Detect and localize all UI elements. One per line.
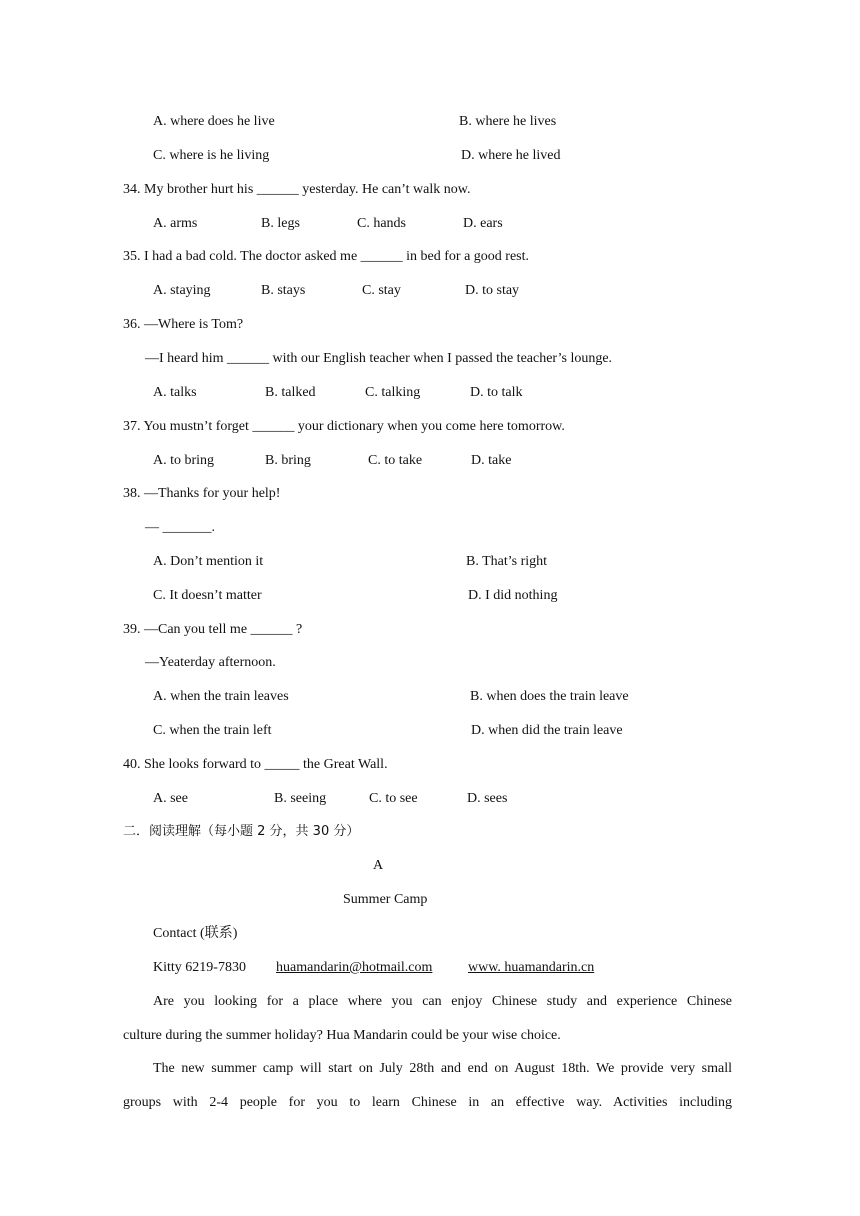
q33-option-c: C. where is he living — [153, 148, 270, 163]
contact-name-phone: Kitty 6219-7830 — [153, 960, 246, 975]
q39-option-d: D. when did the train leave — [471, 723, 623, 738]
q39-option-c: C. when the train left — [153, 723, 272, 738]
passage-label: A — [373, 858, 384, 873]
q37-option-d: D. take — [471, 453, 512, 468]
q39-stem: 39. —Can you tell me ______ ? — [123, 622, 303, 637]
q40-stem: 40. She looks forward to _____ the Great Wall. — [123, 757, 388, 772]
q37-option-c: C. to take — [368, 453, 423, 468]
q33-option-a: A. where does he live — [153, 114, 275, 129]
contact-label: Contact (联系) — [153, 926, 238, 941]
q35-option-a: A. staying — [153, 283, 211, 298]
q37-option-b: B. bring — [265, 453, 311, 468]
q39-option-b: B. when does the train leave — [470, 689, 629, 704]
paragraph-1-line-1: Are you looking for a place where you can enjoy Chinese study and experience Chinese — [153, 994, 732, 1009]
q38-reply: — _______. — [145, 520, 215, 535]
q40-option-a: A. see — [153, 791, 188, 806]
q35-option-b: B. stays — [261, 283, 306, 298]
q38-option-c: C. It doesn’t matter — [153, 588, 262, 603]
q36-stem: 36. —Where is Tom? — [123, 317, 244, 332]
section-heading: 二．阅读理解（每小题 2 分，共 30 分） — [123, 824, 360, 839]
q36-option-a: A. talks — [153, 385, 197, 400]
q39-reply: —Yeaterday afternoon. — [145, 655, 276, 670]
q38-stem: 38. —Thanks for your help! — [123, 486, 281, 501]
paragraph-2-line-1: The new summer camp will start on July 28th and end on August 18th. We provide very small — [153, 1061, 732, 1076]
q38-option-b: B. That’s right — [466, 554, 548, 569]
contact-website-link[interactable]: www. huamandarin.cn — [468, 960, 595, 975]
q36-option-b: B. talked — [265, 385, 316, 400]
q34-stem: 34. My brother hurt his ______ yesterday. He can’t walk now. — [123, 182, 471, 197]
contact-email-link[interactable]: huamandarin@hotmail.com — [276, 960, 433, 975]
q37-stem: 37. You mustn’t forget ______ your dictionary when you come here tomorrow. — [123, 419, 565, 434]
q35-option-c: C. stay — [362, 283, 401, 298]
q36-option-d: D. to talk — [470, 385, 523, 400]
q33-option-b: B. where he lives — [459, 114, 557, 129]
q34-option-b: B. legs — [261, 216, 300, 231]
q37-option-a: A. to bring — [153, 453, 215, 468]
q34-option-d: D. ears — [463, 216, 503, 231]
q36-option-c: C. talking — [365, 385, 421, 400]
q35-stem: 35. I had a bad cold. The doctor asked me ______ in bed for a good rest. — [123, 249, 530, 264]
q36-reply: —I heard him ______ with our English teacher when I passed the teacher’s lounge. — [145, 351, 613, 366]
paragraph-2-line-2: groups with 2-4 people for you to learn Chinese in an effective way. Activities including — [123, 1095, 732, 1110]
paragraph-1-line-2: culture during the summer holiday? Hua Mandarin could be your wise choice. — [123, 1028, 561, 1043]
q39-option-a: A. when the train leaves — [153, 689, 289, 704]
q34-option-a: A. arms — [153, 216, 198, 231]
q40-option-d: D. sees — [467, 791, 508, 806]
q40-option-c: C. to see — [369, 791, 418, 806]
passage-title: Summer Camp — [343, 892, 428, 907]
q38-option-a: A. Don’t mention it — [153, 554, 264, 569]
q40-option-b: B. seeing — [274, 791, 327, 806]
q34-option-c: C. hands — [357, 216, 406, 231]
q38-option-d: D. I did nothing — [468, 588, 558, 603]
q33-option-d: D. where he lived — [461, 148, 561, 163]
q35-option-d: D. to stay — [465, 283, 520, 298]
